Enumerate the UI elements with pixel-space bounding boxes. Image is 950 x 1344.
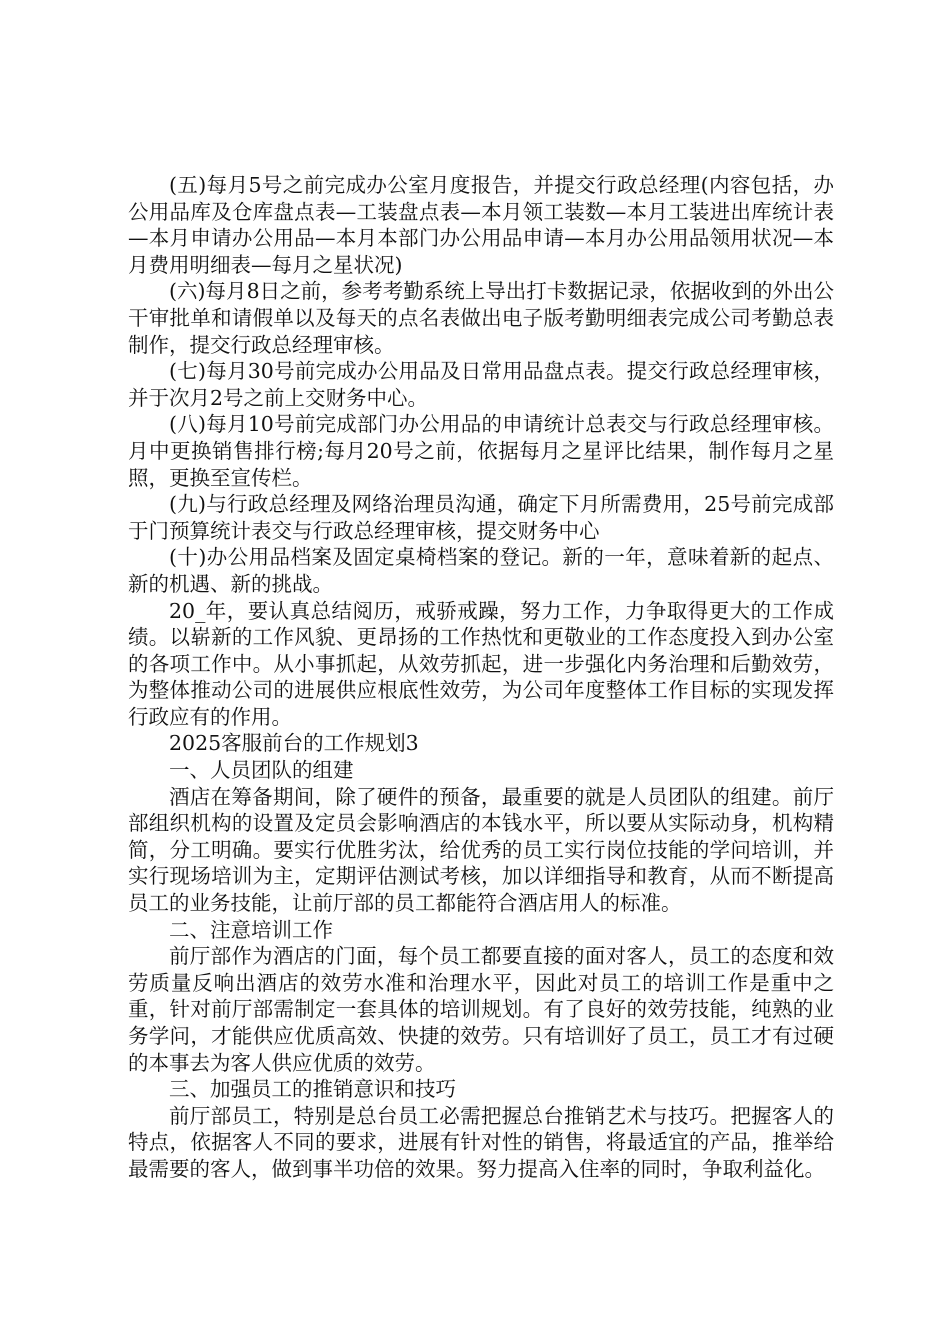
paragraph-item-8: (八)每月10号前完成部门办公用品的申请统计总表交与行政总经理审核。月中更换销售排行榜;每月20号之前，依据每月之星评比结果，制作每月之星照，更换至宣传栏。 [128,412,834,490]
paragraph-item-10: (十)办公用品档案及固定桌椅档案的登记。新的一年，意味着新的起点、新的机遇、新的挑战。 [128,545,834,596]
paragraph-item-5: (五)每月5号之前完成办公室月度报告，并提交行政总经理(内容包括，办公用品库及仓库盘点表—工装盘点表—本月领工装数—本月工装进出库统计表—本月申请办公用品—本月本部门办公用品申请—本月办公用品领用状况—本月费用明细表—每月之星状况) [128,173,834,277]
paragraph-team: 酒店在筹备期间，除了硬件的预备，最重要的就是人员团队的组建。前厅部组织机构的设置及定员会影响酒店的本钱水平，所以要从实际动身，机构精简，分工明确。要实行优胜劣汰，给优秀的员工实行岗位技能的学问培训，并实行现场培训为主，定期评估测试考核，加以详细指导和教育，从而不断提高员工的业务技能，让前厅部的员工都能符合酒店用人的标准。 [128,784,834,916]
subheading-training: 二、注意培训工作 [169,917,333,942]
subheading-sales: 三、加强员工的推销意识和技巧 [169,1077,456,1102]
paragraph-item-7: (七)每月30号前完成办公用品及日常用品盘点表。提交行政总经理审核，并于次月2号之前上交财务中心。 [128,359,834,410]
paragraph-sales: 前厅部员工，特别是总台员工必需把握总台推销艺术与技巧。把握客人的特点，依据客人不同的要求，进展有针对性的销售，将最适宜的产品，推举给最需要的客人，做到事半功倍的效果。努力提高入住率的同时，争取利益化。 [128,1103,834,1181]
paragraph-summary: 20_年，要认真总结阅历，戒骄戒躁，努力工作，力争取得更大的工作成绩。以崭新的工作风貌、更昂扬的工作热忱和更敬业的工作态度投入到办公室的各项工作中。从小事抓起，从效劳抓起，进一步强化内务治理和后勤效劳，为整体推动公司的进展供应根底性效劳，为公司年度整体工作目标的实现发挥行政应有的作用。 [128,598,834,729]
document-page [128,172,834,1183]
section-title: 2025客服前台的工作规划3 [169,731,419,756]
paragraph-item-6: (六)每月8日之前，参考考勤系统上导出打卡数据记录，依据收到的外出公干审批单和请假单以及每天的点名表做出电子版考勤明细表完成公司考勤总表制作，提交行政总经理审核。 [128,279,834,357]
subheading-team: 一、人员团队的组建 [169,758,354,783]
paragraph-training: 前厅部作为酒店的门面，每个员工都要直接的面对客人，员工的态度和效劳质量反响出酒店的效劳水准和治理水平，因此对员工的培训工作是重中之重，针对前厅部需制定一套具体的培训规划。有了良好的效劳技能，纯熟的业务学问，才能供应优质高效、快捷的效劳。只有培训好了员工，员工才有过硬的本事去为客人供应优质的效劳。 [128,944,834,1075]
paragraph-item-9: (九)与行政总经理及网络治理员沟通，确定下月所需费用，25号前完成部于门预算统计表交与行政总经理审核，提交财务中心 [128,492,834,543]
